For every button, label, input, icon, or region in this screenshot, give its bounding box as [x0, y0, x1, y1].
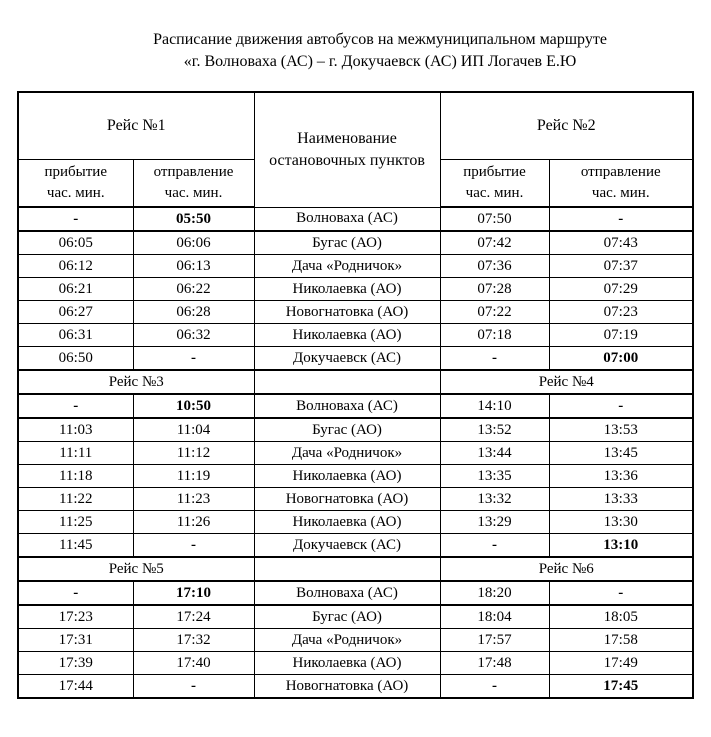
- stops-header: Наименование остановочных пунктов: [254, 92, 440, 207]
- trip-a-departure-cell: 17:10: [133, 581, 254, 605]
- trip-b-arrival-cell: 13:35: [440, 465, 549, 488]
- table-header-row: [18, 92, 693, 160]
- trip-a-arrival-cell: 11:45: [18, 534, 133, 558]
- trip-b-arrival-cell: -: [440, 347, 549, 371]
- trip-a-arrival-cell: 11:25: [18, 511, 133, 534]
- trip-a-arrival-cell: 11:11: [18, 442, 133, 465]
- trip-b-departure-cell: 17:49: [549, 652, 693, 675]
- trip-a-arrival-cell: 11:18: [18, 465, 133, 488]
- trip-b-arrival-cell: 17:48: [440, 652, 549, 675]
- trip-b-arrival-cell: 07:18: [440, 324, 549, 347]
- table-row: [18, 675, 693, 699]
- trip-a-arrival-cell: 17:23: [18, 605, 133, 629]
- stop-cell: Новогнатовка (АО): [254, 675, 440, 699]
- trip-a-arrival-cell: -: [18, 581, 133, 605]
- trip-a-arrival-cell: 06:31: [18, 324, 133, 347]
- table-row: [18, 301, 693, 324]
- section-middle-cell: [254, 557, 440, 581]
- trip-b-arrival-cell: 13:52: [440, 418, 549, 442]
- trip-a-departure-cell: -: [133, 675, 254, 699]
- trip2-departure-header: [549, 160, 693, 208]
- trip-a-departure-cell: 11:26: [133, 511, 254, 534]
- table-row: [18, 581, 693, 605]
- trip-b-departure-cell: 13:45: [549, 442, 693, 465]
- section-middle-cell: [254, 370, 440, 394]
- trip-b-departure-cell: 07:37: [549, 255, 693, 278]
- table-row: [18, 418, 693, 442]
- stop-cell: Волноваха (АС): [254, 207, 440, 231]
- trip-b-departure-cell: 17:58: [549, 629, 693, 652]
- stop-cell: Новогнатовка (АО): [254, 488, 440, 511]
- units-label: час. мин.: [46, 185, 105, 201]
- trip-b-departure-cell: 13:10: [549, 534, 693, 558]
- trip-b-arrival-cell: -: [440, 534, 549, 558]
- trip-a-arrival-cell: 17:31: [18, 629, 133, 652]
- title-line1: Расписание движения автобусов на межмуниципальном маршруте: [153, 31, 607, 48]
- table-row: [18, 442, 693, 465]
- trip-b-departure-cell: 07:19: [549, 324, 693, 347]
- trip-a-departure-cell: 11:19: [133, 465, 254, 488]
- trip-b-departure-cell: -: [549, 394, 693, 418]
- trip-b-arrival-cell: 18:04: [440, 605, 549, 629]
- page-title: [49, 0, 711, 73]
- table-row: [18, 534, 693, 558]
- stop-cell: Бугас (АО): [254, 231, 440, 255]
- trip-b-departure-cell: 18:05: [549, 605, 693, 629]
- arrival-label: прибытие: [44, 164, 107, 180]
- table-row: [18, 394, 693, 418]
- trip2-arrival-header: [440, 160, 549, 208]
- trip-a-arrival-cell: 06:12: [18, 255, 133, 278]
- stop-cell: Бугас (АО): [254, 605, 440, 629]
- stop-cell: Волноваха (АС): [254, 394, 440, 418]
- trip-b-arrival-cell: 14:10: [440, 394, 549, 418]
- trip-b-arrival-cell: 07:50: [440, 207, 549, 231]
- trip-a-arrival-cell: 11:03: [18, 418, 133, 442]
- trip-b-arrival-cell: 07:28: [440, 278, 549, 301]
- stop-cell: Волноваха (АС): [254, 581, 440, 605]
- trip-b-arrival-cell: 13:44: [440, 442, 549, 465]
- trip-b-departure-cell: 07:23: [549, 301, 693, 324]
- trip-b-arrival-cell: 13:32: [440, 488, 549, 511]
- trip-b-departure-cell: 13:30: [549, 511, 693, 534]
- stop-cell: Новогнатовка (АО): [254, 301, 440, 324]
- stop-cell: Бугас (АО): [254, 418, 440, 442]
- table-row: [18, 255, 693, 278]
- trip-b-arrival-cell: 07:22: [440, 301, 549, 324]
- trip-a-departure-cell: 11:23: [133, 488, 254, 511]
- trip-b-departure-cell: 13:53: [549, 418, 693, 442]
- stop-cell: Дача «Родничок»: [254, 629, 440, 652]
- trip-b-arrival-cell: 13:29: [440, 511, 549, 534]
- departure-label: отправление: [580, 164, 661, 180]
- trip-b-departure-cell: 17:45: [549, 675, 693, 699]
- trip-a-arrival-cell: -: [18, 207, 133, 231]
- bus-schedule-table: [17, 91, 694, 699]
- table-row: [18, 629, 693, 652]
- section-row: [18, 557, 693, 581]
- trip-a-arrival-cell: 17:39: [18, 652, 133, 675]
- trip-b-arrival-cell: 18:20: [440, 581, 549, 605]
- trip-b-departure-cell: 07:43: [549, 231, 693, 255]
- trip-a-departure-cell: 06:06: [133, 231, 254, 255]
- trip-b-departure-cell: -: [549, 207, 693, 231]
- trip-a-arrival-cell: 06:50: [18, 347, 133, 371]
- trip-a-arrival-cell: 06:21: [18, 278, 133, 301]
- stop-cell: Николаевка (АО): [254, 465, 440, 488]
- trip-a-departure-cell: 17:40: [133, 652, 254, 675]
- trip-a-departure-cell: 06:22: [133, 278, 254, 301]
- trip-a-departure-cell: -: [133, 534, 254, 558]
- section-left-label: Рейс №5: [18, 557, 254, 581]
- table-row: [18, 278, 693, 301]
- trip-b-departure-cell: 07:29: [549, 278, 693, 301]
- trip-a-arrival-cell: 06:05: [18, 231, 133, 255]
- trip-b-departure-cell: -: [549, 581, 693, 605]
- table-row: [18, 511, 693, 534]
- trip-a-departure-cell: 10:50: [133, 394, 254, 418]
- trip1-departure-header: [133, 160, 254, 208]
- trip-a-arrival-cell: 11:22: [18, 488, 133, 511]
- trip-b-departure-cell: 07:00: [549, 347, 693, 371]
- trip-a-departure-cell: 11:12: [133, 442, 254, 465]
- trip-a-departure-cell: 11:04: [133, 418, 254, 442]
- trip-a-arrival-cell: -: [18, 394, 133, 418]
- trip-b-arrival-cell: -: [440, 675, 549, 699]
- table-row: [18, 347, 693, 371]
- stop-cell: Николаевка (АО): [254, 278, 440, 301]
- trip-a-departure-cell: 06:32: [133, 324, 254, 347]
- trip-b-arrival-cell: 07:36: [440, 255, 549, 278]
- table-row: [18, 652, 693, 675]
- arrival-label: прибытие: [463, 164, 526, 180]
- trip-a-departure-cell: 06:13: [133, 255, 254, 278]
- table-row: [18, 605, 693, 629]
- trip-a-departure-cell: 17:24: [133, 605, 254, 629]
- section-row: [18, 370, 693, 394]
- table-row: [18, 465, 693, 488]
- units-label: час. мин.: [465, 185, 524, 201]
- trip-a-departure-cell: -: [133, 347, 254, 371]
- stop-cell: Николаевка (АО): [254, 511, 440, 534]
- trip-b-departure-cell: 13:33: [549, 488, 693, 511]
- trip-a-departure-cell: 05:50: [133, 207, 254, 231]
- title-line2: «г. Волноваха (АС) – г. Докучаевск (АС) ИП Логачев Е.Ю: [183, 53, 577, 70]
- units-label: час. мин.: [591, 185, 650, 201]
- trip-a-arrival-cell: 06:27: [18, 301, 133, 324]
- section-right-label: Рейс №4: [440, 370, 693, 394]
- trip-a-departure-cell: 06:28: [133, 301, 254, 324]
- stop-cell: Докучаевск (АС): [254, 347, 440, 371]
- table-row: [18, 207, 693, 231]
- trip1-header: Рейс №1: [18, 92, 254, 160]
- table-row: [18, 324, 693, 347]
- trip2-header: Рейс №2: [440, 92, 693, 160]
- stop-cell: Николаевка (АО): [254, 652, 440, 675]
- stop-cell: Дача «Родничок»: [254, 255, 440, 278]
- section-right-label: Рейс №6: [440, 557, 693, 581]
- stop-cell: Николаевка (АО): [254, 324, 440, 347]
- departure-label: отправление: [153, 164, 234, 180]
- stop-cell: Дача «Родничок»: [254, 442, 440, 465]
- table-row: [18, 231, 693, 255]
- trip-a-arrival-cell: 17:44: [18, 675, 133, 699]
- table-row: [18, 488, 693, 511]
- trip1-arrival-header: [18, 160, 133, 208]
- trip-b-departure-cell: 13:36: [549, 465, 693, 488]
- stop-cell: Докучаевск (АС): [254, 534, 440, 558]
- units-label: час. мин.: [164, 185, 223, 201]
- trip-b-arrival-cell: 17:57: [440, 629, 549, 652]
- section-left-label: Рейс №3: [18, 370, 254, 394]
- trip-b-arrival-cell: 07:42: [440, 231, 549, 255]
- trip-a-departure-cell: 17:32: [133, 629, 254, 652]
